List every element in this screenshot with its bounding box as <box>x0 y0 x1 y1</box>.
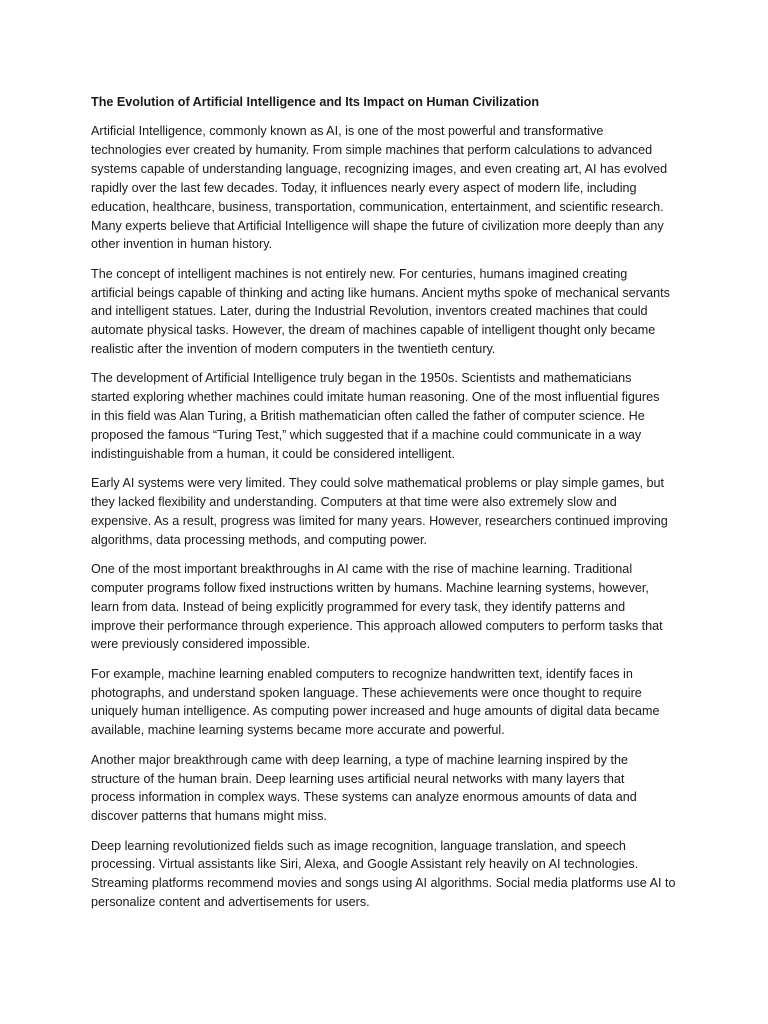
paragraph-line: One of the most important breakthroughs in AI came with the rise of machine learning. Traditional <box>91 562 633 577</box>
paragraph-line: discover patterns that humans might miss. <box>91 809 327 824</box>
paragraph-line: proposed the famous “Turing Test,” which suggested that if a machine could communicate in a way <box>91 428 642 442</box>
paragraph-line: The concept of intelligent machines is not entirely new. For centuries, humans imagined creating <box>91 266 628 281</box>
paragraph-line: technologies ever created by humanity. From simple machines that perform calculations to advanced <box>91 143 653 158</box>
paragraph-line: Early AI systems were very limited. They could solve mathematical problems or play simple games, but <box>91 476 665 491</box>
paragraph-line: improve their performance through experience. This approach allowed computers to perform tasks that <box>91 618 663 633</box>
paragraph-line: Many experts believe that Artificial Intelligence will shape the future of civilization more deeply than any <box>91 218 664 233</box>
paragraph-line: automate physical tasks. However, the dream of machines capable of intelligent thought only became <box>91 323 656 338</box>
paragraph-line: learn from data. Instead of being explicitly programmed for every task, they identify patterns and <box>91 599 626 614</box>
paragraph-line: Streaming platforms recommend movies and songs using AI algorithms. Social media platforms use AI to <box>91 876 676 891</box>
paragraph-5 <box>91 560 683 654</box>
paragraph-line: available, machine learning systems became more accurate and powerful. <box>91 723 505 738</box>
paragraph-line: uniquely human intelligence. As computing power increased and huge amounts of digital data became <box>91 704 660 719</box>
paragraph-line: For example, machine learning enabled computers to recognize handwritten text, identify faces in <box>91 666 633 681</box>
paragraph-line: The development of Artificial Intelligence truly began in the 1950s. Scientists and mathematicians <box>91 371 632 386</box>
paragraph-line: Another major breakthrough came with deep learning, a type of machine learning inspired by the <box>91 752 628 767</box>
paragraph-line: process information in complex ways. These systems can analyze enormous amounts of data and <box>91 790 637 805</box>
paragraph-line: realistic after the invention of modern computers in the twentieth century. <box>91 342 496 357</box>
paragraph-line: in this field was Alan Turing, a British mathematician often called the father of computer science. He <box>91 409 645 424</box>
paragraph-4 <box>91 474 683 549</box>
paragraph-line: personalize content and advertisements for users. <box>91 895 370 910</box>
paragraph-7 <box>91 751 683 826</box>
paragraph-line: systems capable of understanding language, recognizing images, and even creating art, AI has evolved <box>91 162 668 177</box>
paragraph-8 <box>91 837 683 912</box>
paragraph-line: they lacked flexibility and understanding. Computers at that time were also extremely slow and <box>91 495 617 510</box>
paragraph-line: were previously considered impossible. <box>91 637 311 652</box>
document-title: The Evolution of Artificial Intelligence and Its Impact on Human Civilization <box>91 95 540 109</box>
paragraph-line: rapidly over the last few decades. Today, it influences nearly every aspect of modern life, including <box>91 180 637 195</box>
paragraph-line: started exploring whether machines could imitate human reasoning. One of the most influential figures <box>91 390 660 405</box>
paragraph-1 <box>91 122 683 254</box>
paragraph-line: computer programs follow fixed instructions written by humans. Machine learning systems, however, <box>91 580 649 595</box>
paragraph-6 <box>91 665 683 740</box>
paragraph-line: indistinguishable from a human, it could be considered intelligent. <box>91 446 456 461</box>
paragraph-line: other invention in human history. <box>91 237 273 252</box>
paragraph-line: algorithms, data processing methods, and computing power. <box>91 532 428 547</box>
paragraph-line: expensive. As a result, progress was limited for many years. However, researchers continued improving <box>91 513 668 528</box>
paragraph-2 <box>91 265 683 359</box>
document-body <box>91 122 683 912</box>
paragraph-line: Deep learning revolutionized fields such as image recognition, language translation, and speech <box>91 838 626 853</box>
paragraph-line: photographs, and understand spoken language. These achievements were once thought to require <box>91 685 642 700</box>
paragraph-line: processing. Virtual assistants like Siri, Alexa, and Google Assistant rely heavily on AI technologies. <box>91 857 639 872</box>
paragraph-3 <box>91 369 683 463</box>
paragraph-line: artificial beings capable of thinking and acting like humans. Ancient myths spoke of mechanical servants <box>91 285 670 300</box>
paragraph-line: and intelligent statues. Later, during the Industrial Revolution, inventors created machines that could <box>91 304 648 319</box>
paragraph-line: education, healthcare, business, transportation, communication, entertainment, and scientific research. <box>91 199 664 214</box>
paragraph-line: structure of the human brain. Deep learning uses artificial neural networks with many layers that <box>91 771 625 786</box>
document-page <box>91 93 683 922</box>
paragraph-line: Artificial Intelligence, commonly known as AI, is one of the most powerful and transformative <box>91 124 604 139</box>
